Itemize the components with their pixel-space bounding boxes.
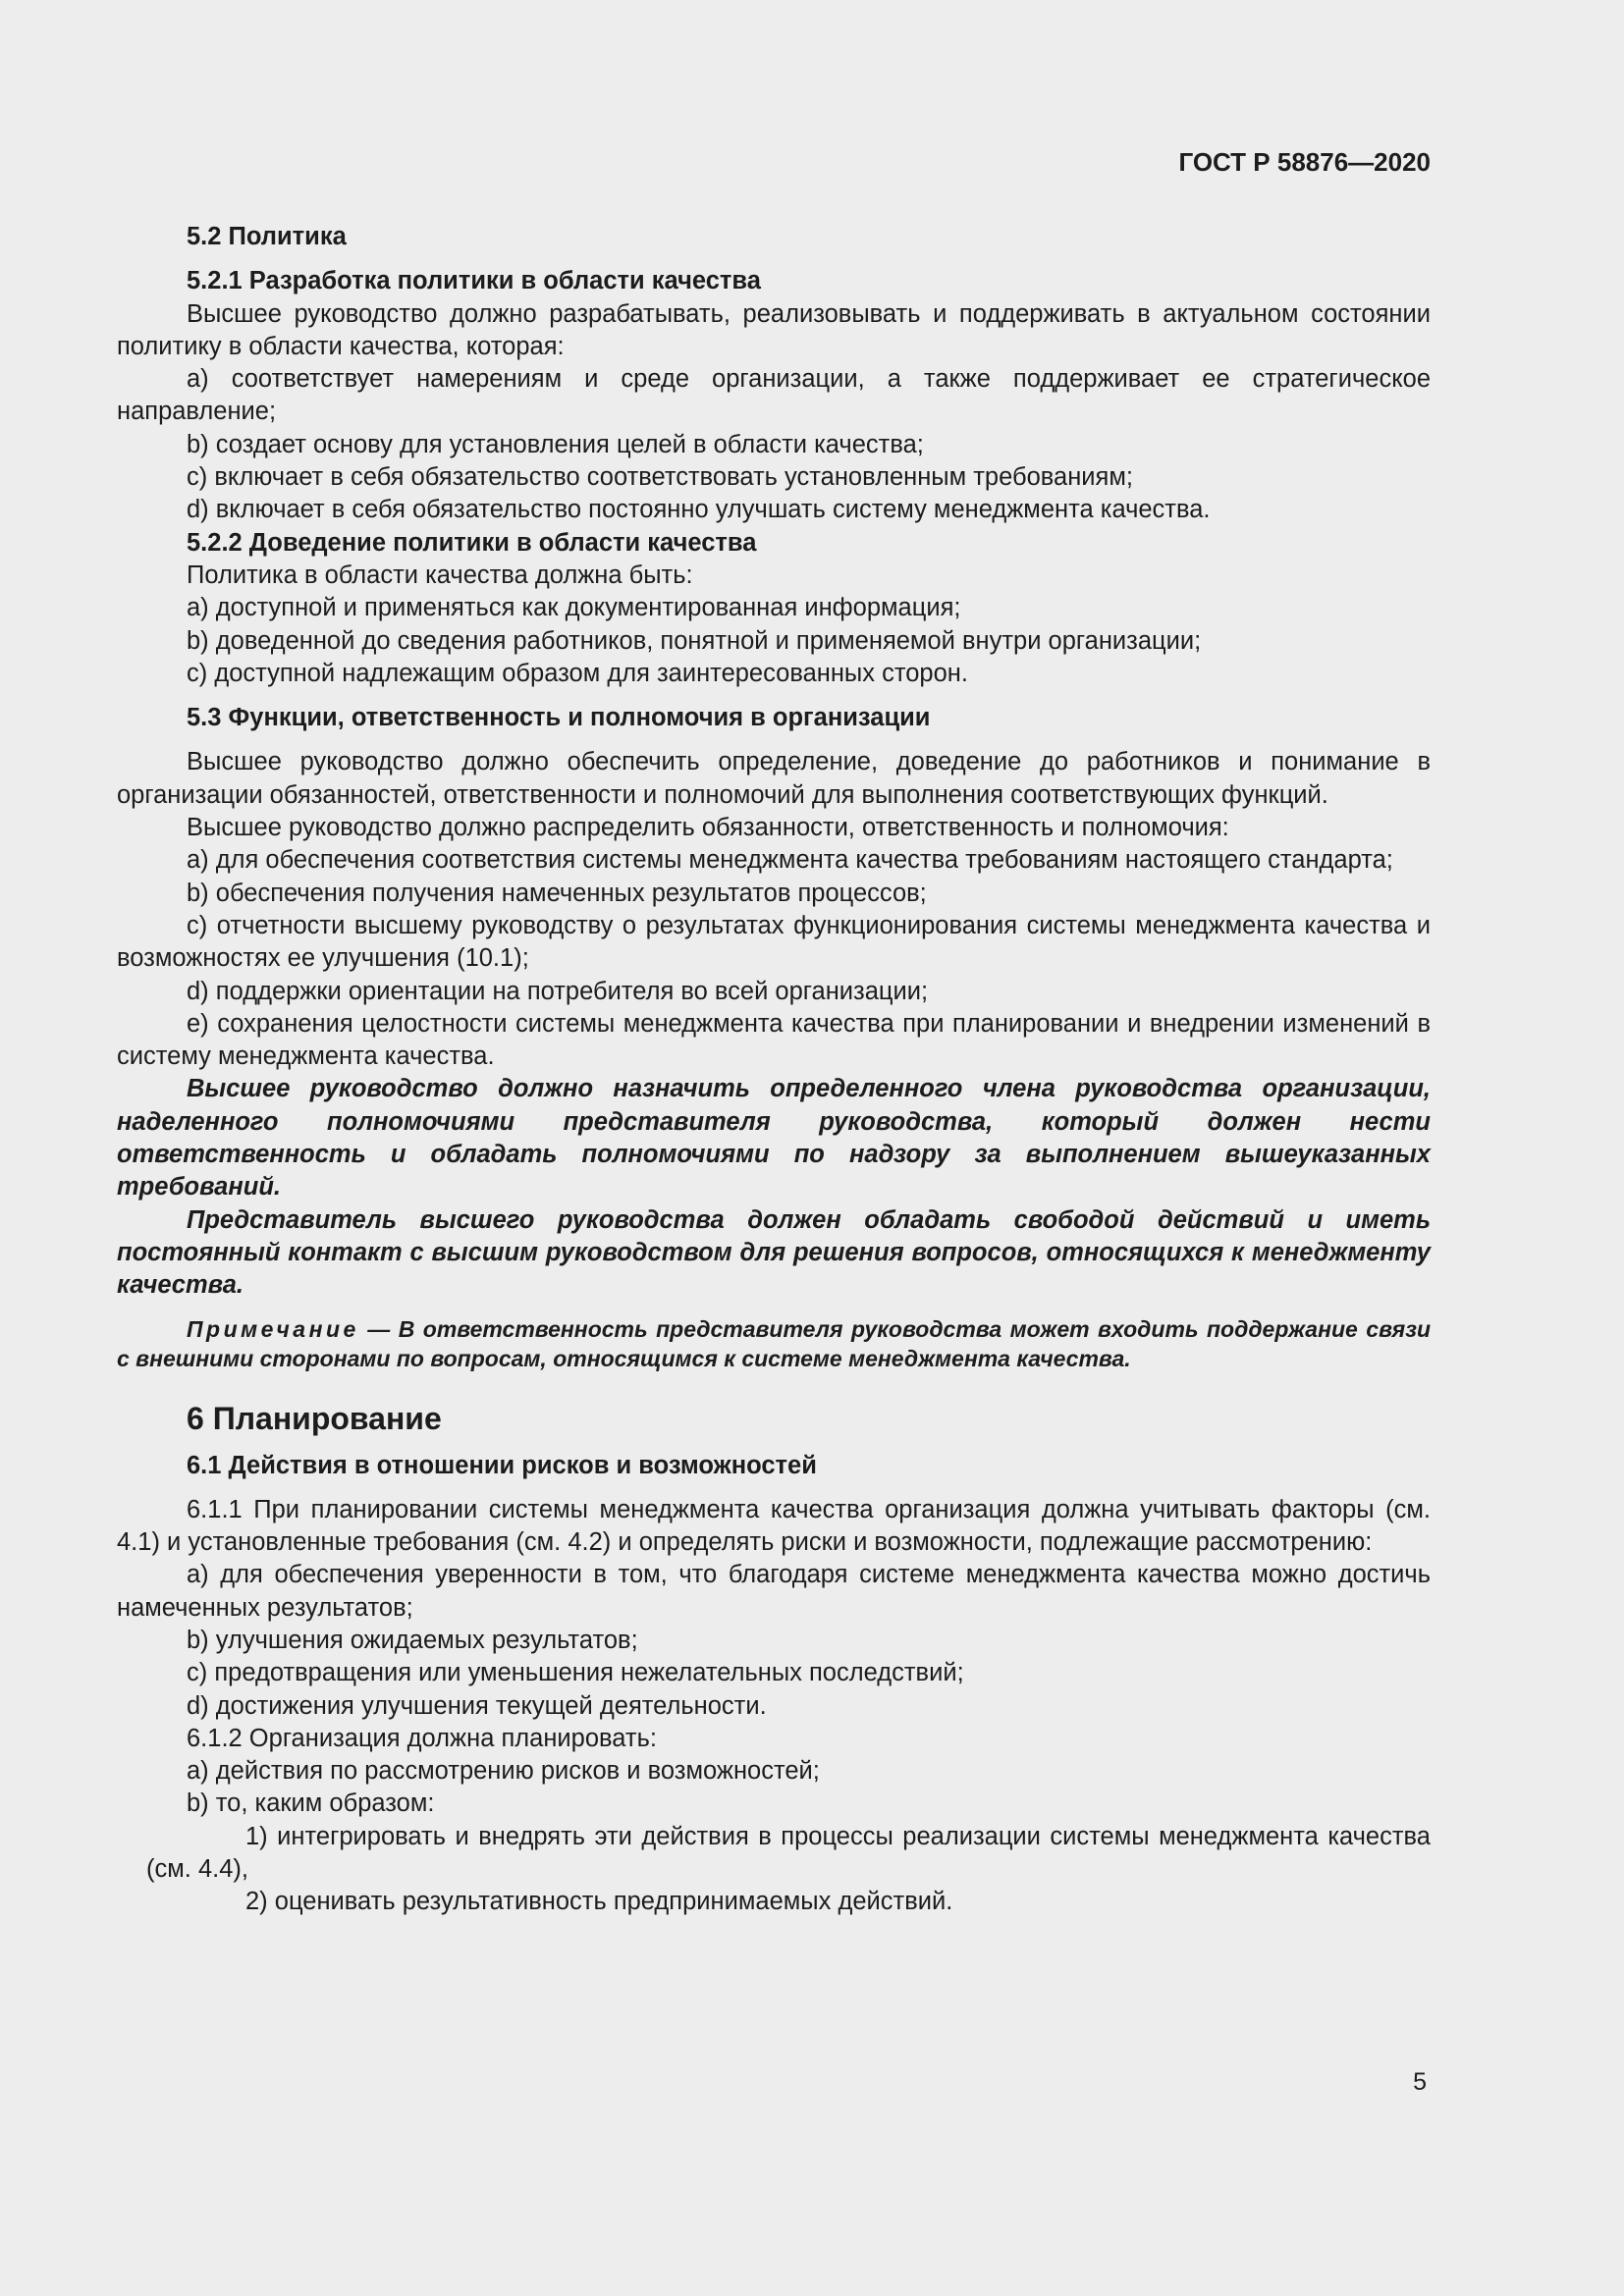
- emphasis-paragraph: Представитель высшего руководства должен обладать свободой действий и иметь постоянный контакт с высшим руководством для решения вопросов, относящихся к менеджменту качества.: [117, 1205, 1431, 1300]
- list-item: d) поддержки ориентации на потребителя во всей организации;: [187, 977, 929, 1005]
- list-item: b) то, каким образом:: [187, 1789, 435, 1818]
- section-5-2-1-title: 5.2.1 Разработка политики в области качества: [187, 267, 761, 295]
- section-5-2-2-title: 5.2.2 Доведение политики в области качества: [187, 528, 757, 557]
- paragraph: Высшее руководство должно разрабатывать, реализовывать и поддерживать в актуальном состоянии политику в области качества, которая:: [117, 299, 1431, 360]
- paragraph: 6.1.1 При планировании системы менеджмента качества организация должна учитывать факторы (см. 4.1) и установленные требования (см. 4.2) и определять риски и возможности, подлежащие рассмотрению:: [117, 1495, 1431, 1557]
- list-item: b) обеспечения получения намеченных результатов процессов;: [187, 879, 927, 907]
- document-body: [117, 221, 1431, 1919]
- list-item: a) доступной и применяться как документированная информация;: [187, 594, 961, 622]
- list-item: b) создает основу для установления целей в области качества;: [187, 430, 924, 458]
- list-item: d) достижения улучшения текущей деятельности.: [187, 1691, 767, 1720]
- note-label: Примечание: [187, 1315, 359, 1342]
- section-6-title: 6 Планирование: [187, 1400, 442, 1436]
- list-item: a) соответствует намерениям и среде организации, а также поддерживает ее стратегическое направление;: [117, 365, 1431, 426]
- list-item: d) включает в себя обязательство постоянно улучшать систему менеджмента качества.: [187, 496, 1211, 524]
- list-item: c) доступной надлежащим образом для заинтересованных сторон.: [187, 659, 968, 687]
- list-item: c) предотвращения или уменьшения нежелательных последствий;: [187, 1659, 964, 1687]
- page-number: 5: [1413, 2068, 1427, 2096]
- paragraph: Высшее руководство должно распределить обязанности, ответственность и полномочия:: [187, 814, 1229, 842]
- list-item: c) отчетности высшему руководству о результатах функционирования системы менеджмента качества и возможностях ее улучшения (10.1);: [117, 911, 1431, 973]
- list-item: a) для обеспечения уверенности в том, что благодаря системе менеджмента качества можно достичь намеченных результатов;: [117, 1561, 1431, 1622]
- note-text: — В ответственность представителя руководства может входить поддержание связи с внешними сторонами по вопросам, относящимся к системе менеджмента качества.: [117, 1315, 1431, 1371]
- section-5-3-title: 5.3 Функции, ответственность и полномочия в организации: [187, 704, 931, 732]
- paragraph: Высшее руководство должно обеспечить определение, доведение до работников и понимание в организации обязанностей, ответственности и полномочий для выполнения соответствующих функций.: [117, 748, 1431, 809]
- list-item: c) включает в себя обязательство соответствовать установленным требованиям;: [187, 463, 1133, 492]
- sub-list-item: 2) оценивать результативность предпринимаемых действий.: [245, 1888, 953, 1916]
- document-code: ГОСТ Р 58876—2020: [1178, 147, 1431, 177]
- list-item: b) улучшения ожидаемых результатов;: [187, 1626, 638, 1654]
- paragraph: Политика в области качества должна быть:: [187, 561, 693, 589]
- section-6-1-title: 6.1 Действия в отношении рисков и возможностей: [187, 1451, 817, 1479]
- sub-list-item: 1) интегрировать и внедрять эти действия в процессы реализации системы менеджмента качества (см. 4.4),: [146, 1822, 1431, 1884]
- list-item: a) для обеспечения соответствия системы менеджмента качества требованиям настоящего стандарта;: [187, 846, 1393, 875]
- note: [117, 1314, 1431, 1373]
- list-item: b) доведенной до сведения работников, понятной и применяемой внутри организации;: [187, 626, 1202, 655]
- paragraph: 6.1.2 Организация должна планировать:: [187, 1724, 657, 1752]
- emphasis-paragraph: Высшее руководство должно назначить определенного члена руководства организации, наделенного полномочиями представителя руководства, который должен нести ответственность и обладать полномочиями по надзору за выполнением вышеуказанных требований.: [117, 1075, 1431, 1201]
- section-5-2-title: 5.2 Политика: [187, 223, 347, 250]
- list-item: e) сохранения целостности системы менеджмента качества при планировании и внедрении изменений в систему менеджмента качества.: [117, 1009, 1431, 1071]
- list-item: a) действия по рассмотрению рисков и возможностей;: [187, 1757, 820, 1786]
